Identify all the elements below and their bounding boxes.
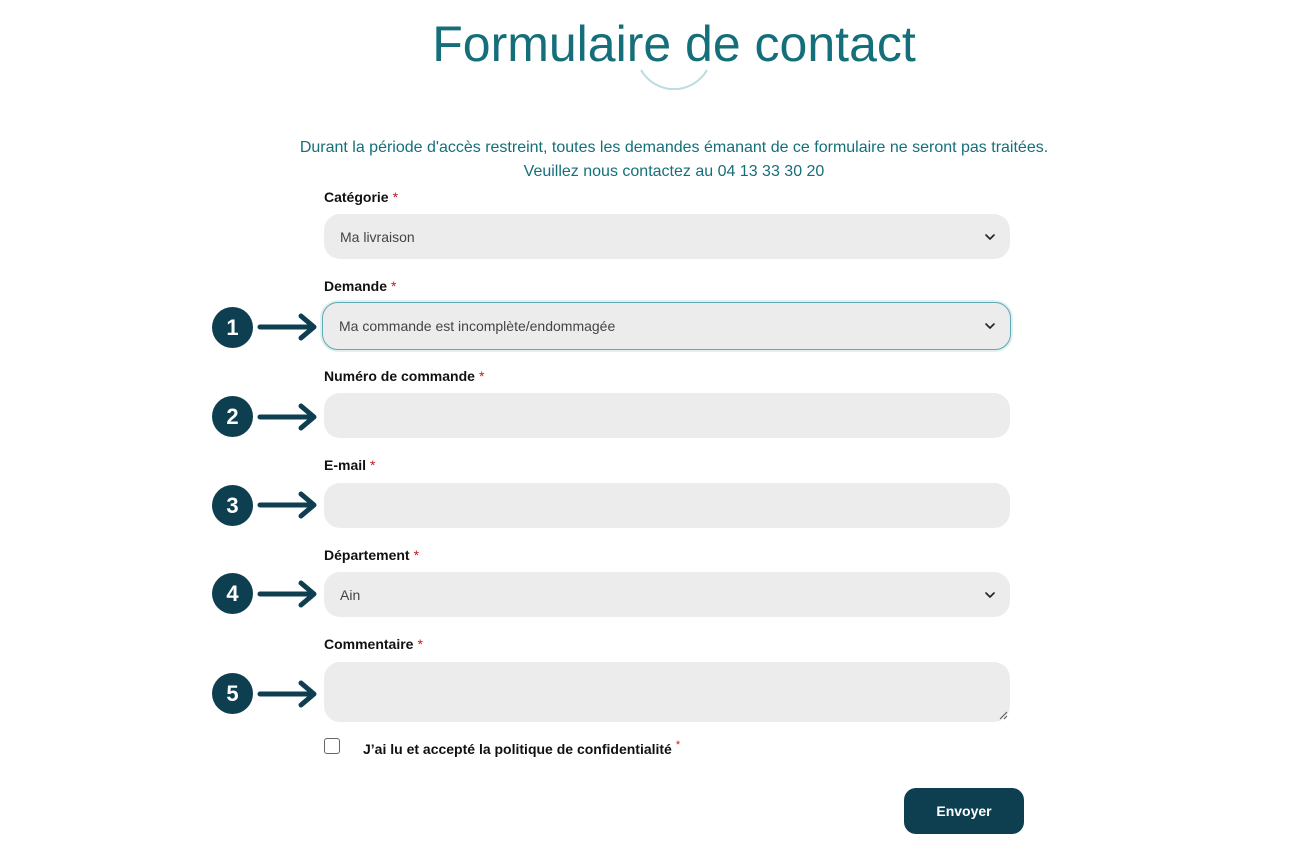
step-marker-4: 4	[212, 573, 253, 614]
privacy-consent-checkbox[interactable]	[324, 738, 340, 754]
chevron-down-icon	[984, 589, 996, 601]
demande-label-text: Demande	[324, 278, 388, 294]
numero-commande-label	[324, 367, 484, 385]
arrow-right-icon	[257, 679, 319, 709]
page-title: Formulaire de contact	[432, 16, 916, 72]
step-marker-2: 2	[212, 396, 253, 437]
email-field[interactable]	[324, 483, 1010, 528]
demande-label	[324, 277, 396, 295]
categorie-select[interactable]	[324, 214, 1010, 259]
arrow-right-icon	[257, 579, 319, 609]
required-asterisk: *	[417, 636, 423, 652]
commentaire-label-text: Commentaire	[324, 636, 414, 652]
departement-select[interactable]	[324, 572, 1010, 617]
categorie-label	[324, 188, 398, 206]
required-asterisk: *	[391, 278, 397, 294]
categorie-selected-value: Ma livraison	[340, 228, 415, 245]
arrow-right-icon	[257, 312, 319, 342]
arrow-right-icon	[257, 490, 319, 520]
step-marker-5: 5	[212, 673, 253, 714]
email-label	[324, 456, 375, 474]
notice-line-1: Durant la période d'accès restreint, toutes les demandes émanant de ce formulaire ne seront pas traitées.	[299, 139, 1049, 156]
commentaire-label	[324, 635, 423, 653]
title-decoration-arc	[639, 68, 709, 102]
privacy-consent-text: J’ai lu et accepté la politique de confidentialité	[363, 741, 672, 757]
email-label-text: E-mail	[324, 457, 367, 473]
notice-line-2: Veuillez nous contactez au 04 13 33 30 20	[523, 163, 825, 180]
arrow-right-icon	[257, 402, 319, 432]
categorie-label-text: Catégorie	[324, 189, 389, 205]
commentaire-textarea[interactable]	[324, 662, 1010, 722]
step-marker-1: 1	[212, 307, 253, 348]
restricted-access-notice	[0, 136, 1305, 184]
numero-commande-label-text: Numéro de commande	[324, 368, 475, 384]
demande-select[interactable]	[322, 302, 1011, 350]
departement-selected-value: Ain	[340, 586, 361, 603]
privacy-consent-label	[363, 740, 680, 758]
submit-button[interactable]: Envoyer	[904, 788, 1024, 834]
demande-selected-value: Ma commande est incomplète/endommagée	[339, 318, 616, 334]
required-asterisk: *	[675, 739, 681, 751]
numero-commande-input[interactable]	[324, 393, 1010, 438]
required-asterisk: *	[478, 368, 485, 384]
departement-label	[324, 546, 419, 564]
required-asterisk: *	[413, 547, 420, 563]
chevron-down-icon	[984, 320, 996, 332]
required-asterisk: *	[370, 457, 376, 473]
departement-label-text: Département	[324, 547, 410, 563]
chevron-down-icon	[984, 231, 996, 243]
resize-grip-icon[interactable]	[998, 710, 1008, 720]
step-marker-3: 3	[212, 485, 253, 526]
required-asterisk: *	[392, 189, 399, 205]
